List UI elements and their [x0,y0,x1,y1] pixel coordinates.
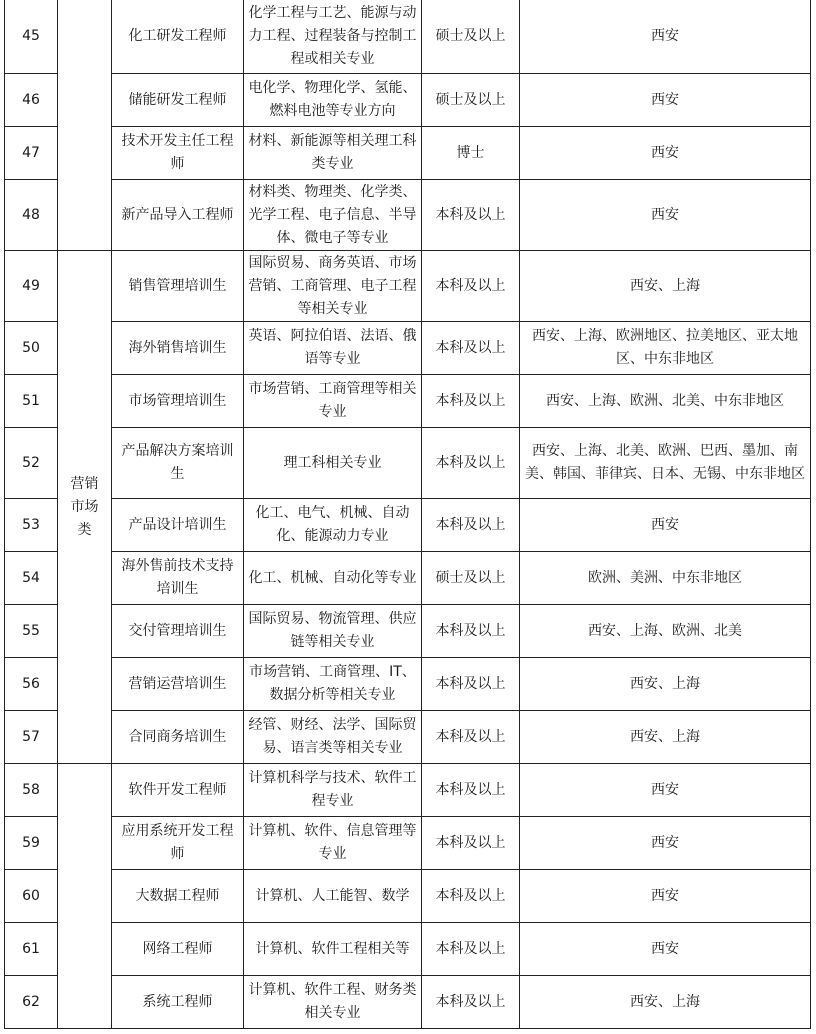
table-row [5,74,811,127]
table-row [5,251,811,322]
degree-requirement: 本科及以上 [422,764,520,817]
row-number: 53 [5,499,58,552]
position-name: 化工研发工程师 [112,0,244,74]
work-location: 西安、上海、欧洲、北美、中东非地区 [520,375,811,428]
table-row [5,322,811,375]
degree-requirement: 硕士及以上 [422,74,520,127]
position-name: 销售管理培训生 [112,251,244,322]
position-name: 网络工程师 [112,923,244,976]
recruitment-table [4,0,811,1029]
degree-requirement: 本科及以上 [422,605,520,658]
category-cell [58,251,112,764]
degree-requirement: 本科及以上 [422,870,520,923]
position-name: 大数据工程师 [112,870,244,923]
degree-requirement: 本科及以上 [422,322,520,375]
position-name: 交付管理培训生 [112,605,244,658]
row-number: 59 [5,817,58,870]
major-requirement: 理工科相关专业 [244,428,422,499]
degree-requirement: 本科及以上 [422,180,520,251]
row-number: 49 [5,251,58,322]
table-row [5,428,811,499]
row-number: 62 [5,976,58,1029]
position-name: 营销运营培训生 [112,658,244,711]
table-row [5,127,811,180]
major-requirement: 市场营销、工商管理、IT、数据分析等相关专业 [244,658,422,711]
work-location: 西安 [520,923,811,976]
category-cell [58,764,112,1029]
work-location: 西安、上海 [520,658,811,711]
position-name: 储能研发工程师 [112,74,244,127]
row-number: 57 [5,711,58,764]
work-location: 西安 [520,499,811,552]
degree-requirement: 本科及以上 [422,923,520,976]
position-name: 新产品导入工程师 [112,180,244,251]
position-name: 技术开发主任工程师 [112,127,244,180]
position-name: 系统工程师 [112,976,244,1029]
degree-requirement: 本科及以上 [422,499,520,552]
degree-requirement: 本科及以上 [422,817,520,870]
table-row [5,0,811,74]
position-name: 产品解决方案培训生 [112,428,244,499]
row-number: 54 [5,552,58,605]
position-name: 应用系统开发工程师 [112,817,244,870]
major-requirement: 市场营销、工商管理等相关专业 [244,375,422,428]
major-requirement: 国际贸易、商务英语、市场营销、工商管理、电子工程等相关专业 [244,251,422,322]
degree-requirement: 博士 [422,127,520,180]
work-location: 西安、上海 [520,711,811,764]
work-location: 欧洲、美洲、中东非地区 [520,552,811,605]
work-location: 西安 [520,180,811,251]
table-row [5,375,811,428]
position-name: 市场管理培训生 [112,375,244,428]
category-cell [58,0,112,251]
degree-requirement: 本科及以上 [422,375,520,428]
major-requirement: 化工、电气、机械、自动化、能源动力专业 [244,499,422,552]
degree-requirement: 本科及以上 [422,976,520,1029]
row-number: 61 [5,923,58,976]
major-requirement: 英语、阿拉伯语、法语、俄语等专业 [244,322,422,375]
row-number: 50 [5,322,58,375]
major-requirement: 电化学、物理化学、氢能、燃料电池等专业方向 [244,74,422,127]
major-requirement: 化学工程与工艺、能源与动力工程、过程装备与控制工程或相关专业 [244,0,422,74]
degree-requirement: 本科及以上 [422,428,520,499]
table-row [5,923,811,976]
major-requirement: 计算机、软件、信息管理等专业 [244,817,422,870]
row-number: 48 [5,180,58,251]
row-number: 46 [5,74,58,127]
major-requirement: 材料类、物理类、化学类、光学工程、电子信息、半导体、微电子等专业 [244,180,422,251]
degree-requirement: 本科及以上 [422,658,520,711]
degree-requirement: 本科及以上 [422,711,520,764]
work-location: 西安 [520,74,811,127]
row-number: 60 [5,870,58,923]
row-number: 51 [5,375,58,428]
table-row [5,976,811,1029]
row-number: 55 [5,605,58,658]
work-location: 西安 [520,817,811,870]
row-number: 52 [5,428,58,499]
position-name: 产品设计培训生 [112,499,244,552]
table-row [5,870,811,923]
work-location: 西安 [520,0,811,74]
major-requirement: 计算机科学与技术、软件工程专业 [244,764,422,817]
position-name: 合同商务培训生 [112,711,244,764]
table-row [5,180,811,251]
position-name: 软件开发工程师 [112,764,244,817]
table-row [5,817,811,870]
major-requirement: 计算机、软件工程、财务类相关专业 [244,976,422,1029]
major-requirement: 国际贸易、物流管理、供应链等相关专业 [244,605,422,658]
row-number: 45 [5,0,58,74]
major-requirement: 化工、机械、自动化等专业 [244,552,422,605]
row-number: 56 [5,658,58,711]
row-number: 47 [5,127,58,180]
major-requirement: 经管、财经、法学、国际贸易、语言类等相关专业 [244,711,422,764]
work-location: 西安、上海、欧洲、北美 [520,605,811,658]
major-requirement: 计算机、软件工程相关等 [244,923,422,976]
work-location: 西安、上海、欧洲地区、拉美地区、亚太地区、中东非地区 [520,322,811,375]
category-label: 营销市场类 [70,475,99,538]
work-location: 西安 [520,127,811,180]
major-requirement: 材料、新能源等相关理工科类专业 [244,127,422,180]
work-location: 西安、上海、北美、欧洲、巴西、墨加、南美、韩国、菲律宾、日本、无锡、中东非地区 [520,428,811,499]
table-row [5,605,811,658]
table-row [5,499,811,552]
work-location: 西安、上海 [520,976,811,1029]
table-body [5,0,811,1029]
table-row [5,552,811,605]
work-location: 西安 [520,764,811,817]
degree-requirement: 硕士及以上 [422,552,520,605]
table-row [5,711,811,764]
degree-requirement: 本科及以上 [422,251,520,322]
degree-requirement: 硕士及以上 [422,0,520,74]
table-row [5,764,811,817]
position-name: 海外销售培训生 [112,322,244,375]
position-name: 海外售前技术支持培训生 [112,552,244,605]
row-number: 58 [5,764,58,817]
work-location: 西安 [520,870,811,923]
major-requirement: 计算机、人工能智、数学 [244,870,422,923]
work-location: 西安、上海 [520,251,811,322]
table-row [5,658,811,711]
